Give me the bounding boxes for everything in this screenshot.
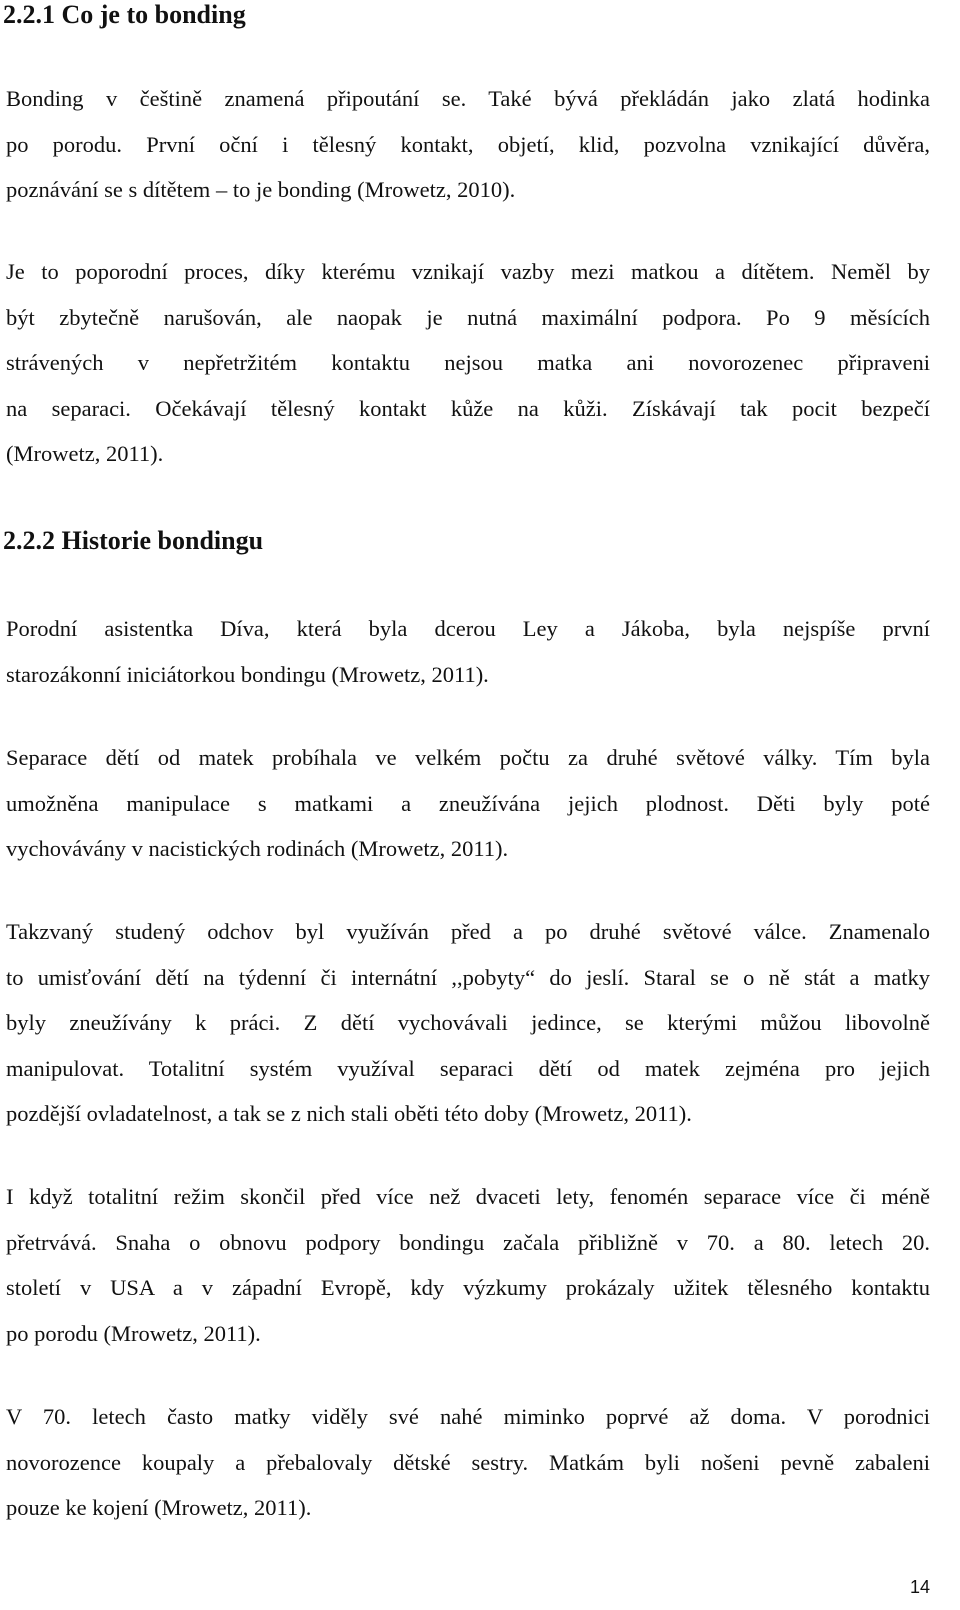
text-line: přetrvává. Snaha o obnovu podpory bondingu začala přibližně v 70. a 80. letech 20. [6,1229,930,1255]
paragraph-totalitarian-regime [6,1174,930,1356]
section-heading-historie-bondingu: 2.2.2 Historie bondingu [3,526,264,555]
text-line: Separace dětí od matek probíhala ve velkém počtu za druhé světové války. Tím byla [6,745,930,770]
text-line: manipulovat. Totalitní systém využíval separaci dětí od matek zejména pro jejich [6,1055,930,1081]
text-line: Takzvaný studený odchov byl využíván před a po druhé světové válce. Znamenalo [6,919,930,944]
text-line: století v USA a v západní Evropě, kdy výzkumy prokázaly užitek tělesného kontaktu [6,1275,930,1300]
text-line: novorozence koupaly a přebalovaly dětské sestry. Matkám byli nošeni pevně zabaleni [6,1449,930,1475]
text-line: být zbytečně narušován, ale naopak je nutná maximální podpora. Po 9 měsících [6,304,930,330]
text-line: V 70. letech často matky viděly své nahé miminko poprvé až doma. V porodnici [6,1404,930,1429]
text-line: Je to poporodní proces, díky kterému vznikají vazby mezi matkou a dítětem. Neměl by [6,259,930,284]
text-line: umožněna manipulace s matkami a zneužívána jejich plodnost. Děti byly poté [6,790,930,816]
paragraph-bonding-definition [6,76,930,213]
text-line: byly zneužívány k práci. Z dětí vychovávali jedince, se kterými můžou libovolně [6,1010,930,1035]
text-line: po porodu (Mrowetz, 2011). [6,1320,261,1346]
text-line: I když totalitní režim skončil před více než dvaceti lety, fenomén separace více či méně [6,1184,930,1209]
paragraph-ww2-separation [6,735,930,872]
text-line: vychovávány v nacistických rodinách (Mrowetz, 2011). [6,836,509,861]
text-line: na separaci. Očekávají tělesný kontakt kůže na kůži. Získávají tak pocit bezpečí [6,395,930,421]
text-line: Porodní asistentka Díva, která byla dcerou Ley a Jákoba, byla nejspíše první [6,616,930,641]
text-line: pouze ke kojení (Mrowetz, 2011). [6,1495,312,1520]
text-line: pozdější ovladatelnost, a tak se z nich stali oběti této doby (Mrowetz, 2011). [6,1101,692,1126]
text-line: starozákonní iniciátorkou bondingu (Mrowetz, 2011). [6,661,489,687]
paragraph-seventies [6,1394,930,1531]
text-line: poznávání se s dítětem – to je bonding (Mrowetz, 2010). [6,177,516,202]
page-number: 14 [909,1577,930,1597]
paragraph-cold-rearing [6,909,930,1137]
text-line: strávených v nepřetržitém kontaktu nejsou matka ani novorozenec připraveni [6,350,930,375]
text-line: to umisťování dětí na týdenní či internátní ,,pobyty“ do jeslí. Staral se o ně stát a matky [6,964,930,990]
paragraph-midwife-diva [6,606,930,697]
section-heading-co-je-to-bonding: 2.2.1 Co je to bonding [3,0,246,29]
text-line: (Mrowetz, 2011). [6,441,164,466]
text-line: po porodu. První oční i tělesný kontakt, objetí, klid, pozvolna vznikající důvěra, [6,131,930,157]
text-line: Bonding v češtině znamená připoutání se. Také bývá překládán jako zlatá hodinka [6,86,930,111]
paragraph-postpartum-process [6,249,930,477]
